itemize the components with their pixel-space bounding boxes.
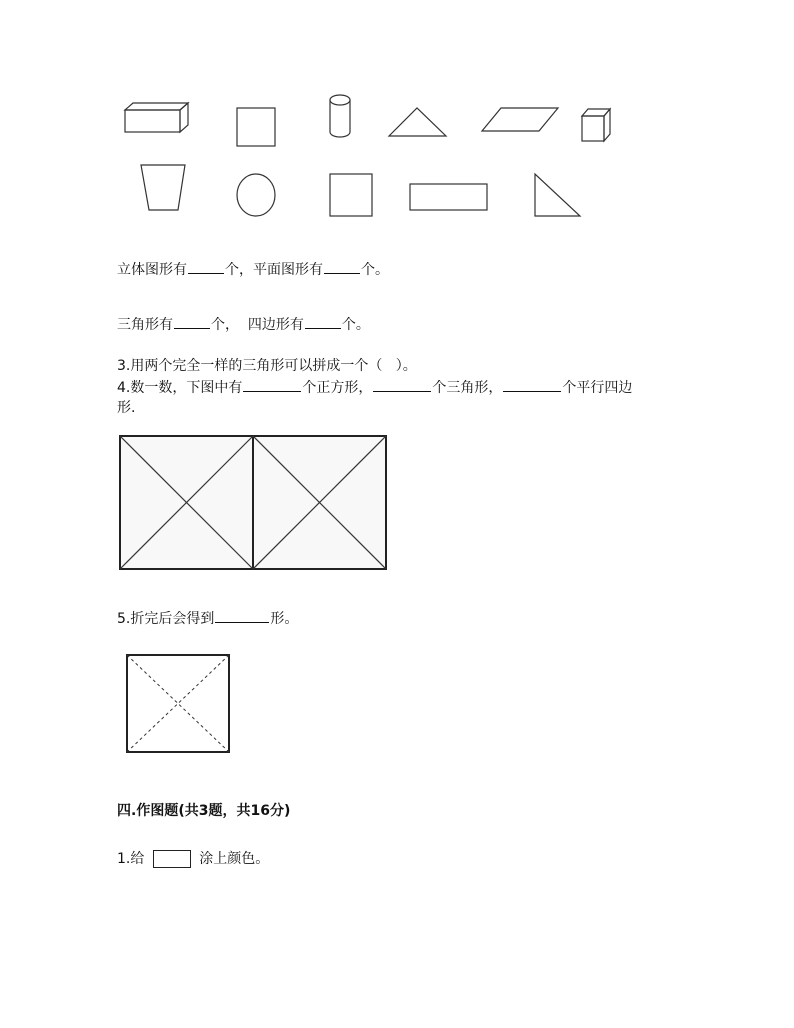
draw-question-1 (117, 849, 269, 869)
sentence-text: 个。 (361, 262, 389, 278)
trapezoid-icon (141, 165, 185, 210)
answer-blank[interactable] (174, 314, 210, 329)
question-text: 个平行四边 (562, 380, 633, 396)
sentence-text: 个， 四边形有 (211, 317, 304, 333)
question-text: 个三角形， (432, 380, 503, 396)
answer-blank[interactable] (305, 314, 341, 329)
question-text: 涂上颜色。 (199, 851, 270, 867)
answer-blank[interactable] (215, 608, 269, 623)
question-text: 5.折完后会得到 (117, 611, 215, 627)
answer-blank[interactable] (503, 377, 561, 392)
circle-icon (237, 174, 275, 216)
question-text: 1.给 (117, 851, 145, 867)
parallelogram-icon (482, 108, 558, 131)
sentence-text: 个，平面图形有 (225, 262, 323, 278)
rectangle-icon (153, 850, 191, 868)
answer-blank[interactable] (243, 377, 301, 392)
right-triangle-icon (535, 174, 580, 216)
squares-with-diagonals-figure (118, 434, 390, 572)
sentence-text: 三角形有 (117, 317, 173, 333)
tri-quad-sentence (117, 314, 370, 335)
cylinder-icon (330, 95, 350, 137)
cuboid-icon (125, 103, 188, 132)
question-text: 4.数一数，下图中有 (117, 380, 243, 396)
question-4 (117, 377, 632, 398)
solid-plane-sentence (117, 259, 389, 280)
sentence-text: 个。 (341, 317, 370, 333)
section-heading: 四.作图题(共3题，共16分) (117, 803, 291, 819)
answer-blank[interactable] (373, 377, 431, 392)
shapes-figure (110, 88, 630, 223)
triangle-icon (389, 108, 446, 136)
square-icon (330, 174, 372, 216)
question-text: 个正方形， (302, 380, 373, 396)
square-icon (237, 108, 275, 146)
folded-square-figure (124, 652, 234, 756)
cube-icon (582, 109, 610, 141)
answer-blank[interactable] (324, 259, 360, 274)
question-5 (117, 608, 298, 629)
rectangle-icon (410, 184, 487, 210)
question-3: 3.用两个完全一样的三角形可以拼成一个（ ）。 (117, 358, 417, 374)
answer-blank[interactable] (188, 259, 224, 274)
question-text: 形。 (270, 611, 299, 627)
question-4-continued: 形. (117, 400, 136, 416)
sentence-text: 立体图形有 (117, 262, 187, 278)
